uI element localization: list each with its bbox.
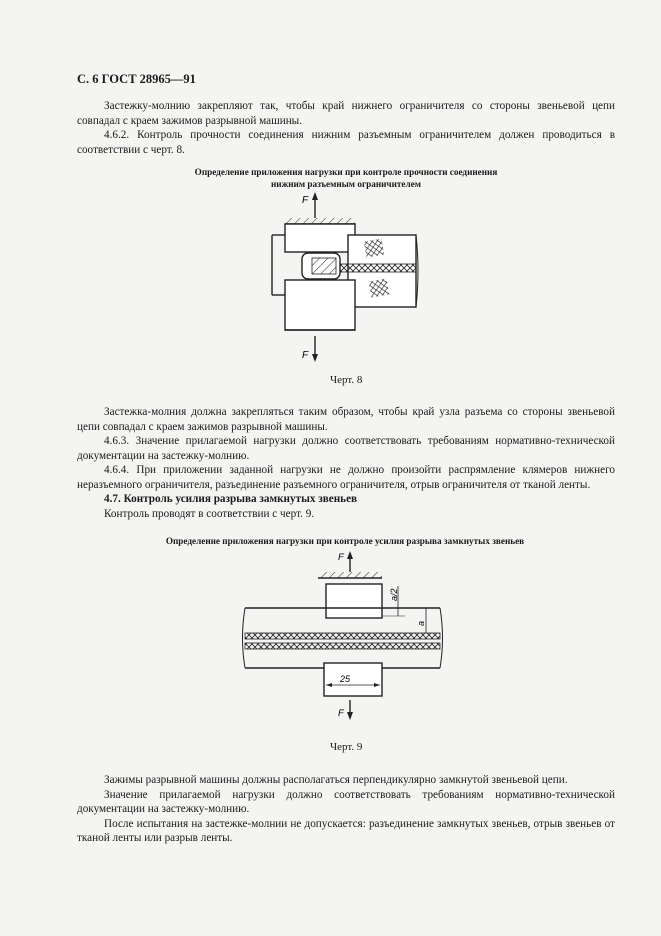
figure9-caption: Определение приложения нагрузки при контроле усилия разрыва замкнутых звеньев xyxy=(165,536,525,546)
text-block-2 xyxy=(77,405,615,521)
chain-lower xyxy=(245,643,440,649)
figure8-caption-line2: нижним разъемным ограничителем xyxy=(271,179,421,189)
page-header: С. 6 ГОСТ 28965—91 xyxy=(77,72,196,86)
lower-clamp xyxy=(285,280,355,330)
figure8-drawing xyxy=(260,190,430,365)
force-label-top: F xyxy=(302,195,309,206)
figure8-caption xyxy=(150,166,542,190)
paragraph: 4.6.3. Значение прилагаемой нагрузки должно соответствовать требованиям нормативно-технической документации на застежку-молнию. xyxy=(77,435,615,462)
paragraph: 4.6.4. При приложении заданной нагрузки не должно произойти распрямление клямеров нижнего неразъемного ограничителя, разъединение разъемного ограничителя, отрыв ограничителя от тканой ленты. xyxy=(77,464,615,491)
paragraph: 4.6.2. Контроль прочности соединения нижним разъемным ограничителем должен проводиться в соответствии с черт. 8. xyxy=(77,129,615,156)
paragraph: Значение прилагаемой нагрузки должно соответствовать требованиям нормативно-технической документации на застежку-молнию. xyxy=(77,788,615,815)
paragraph: Застежка-молния должна закрепляться таким образом, чтобы край узла разъема со стороны звеньевой цепи совпадал с краем зажимов разрывной машины. xyxy=(77,406,615,433)
section-heading: 4.7. Контроль усилия разрыва замкнутых звеньев xyxy=(104,493,358,505)
force-label-bottom: F xyxy=(338,708,344,719)
paragraph: Контроль проводят в соответствии с черт. 9. xyxy=(104,507,315,520)
paragraph: После испытания на застежке-молнии не допускается: разъединение замкнутых звеньев, отрыв звеньев от тканой ленты или разрыв ленты. xyxy=(77,817,615,844)
paragraph: Зажимы разрывной машины должны располагаться перпендикулярно замкнутой звеньевой цепи. xyxy=(104,774,568,786)
force-label-bottom: F xyxy=(302,350,309,361)
figure8-label: Черт. 8 xyxy=(330,374,363,386)
text-block-3 xyxy=(77,773,615,846)
figure8-caption-line1: Определение приложения нагрузки при контроле прочности соединения xyxy=(194,167,498,177)
dim-a: a xyxy=(416,620,426,626)
force-label-top: F xyxy=(338,552,344,563)
paragraph: Застежку-молнию закрепляют так, чтобы край нижнего ограничителя со стороны звеньевой цепи совпадал с краем зажимов разрывной машины. xyxy=(77,100,615,127)
figure9-label: Черт. 9 xyxy=(330,741,363,753)
figure9-drawing xyxy=(240,548,450,723)
chain xyxy=(340,264,416,272)
chain-upper xyxy=(245,633,440,639)
upper-clamp xyxy=(326,584,382,618)
dim-half: a/2 xyxy=(389,588,399,601)
text-block-1 xyxy=(77,99,615,157)
upper-clamp xyxy=(285,224,355,252)
lower-clamp xyxy=(324,663,382,696)
dim-25: 25 xyxy=(340,674,351,684)
